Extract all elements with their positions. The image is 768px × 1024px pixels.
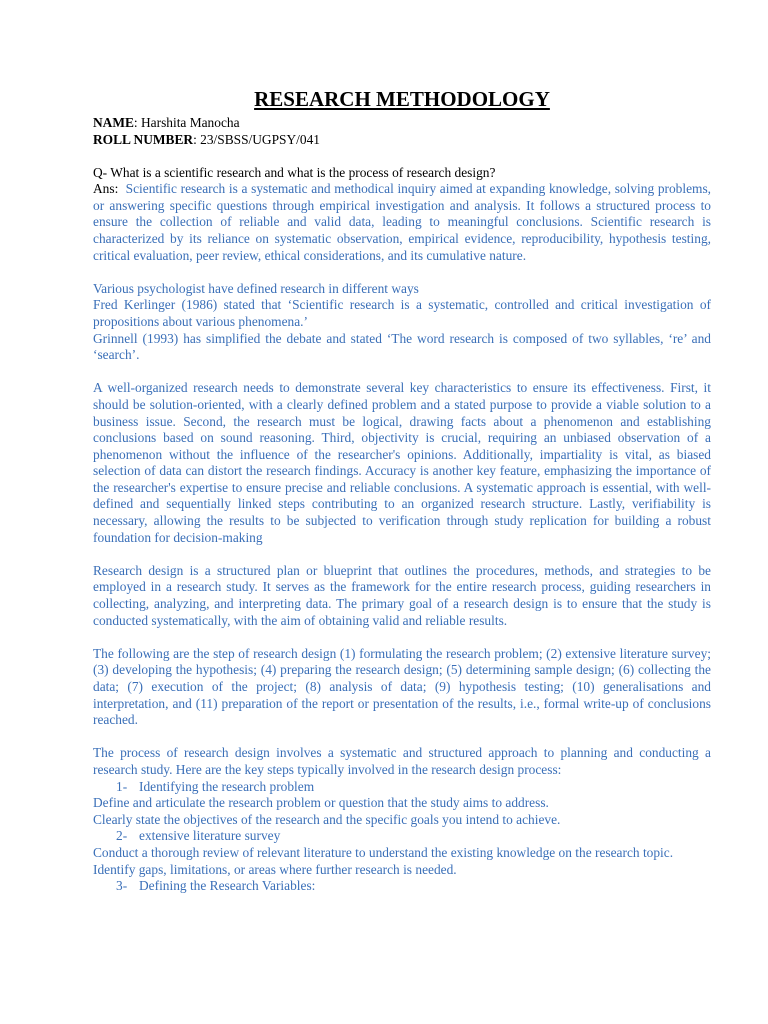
step-detail-line: Clearly state the objectives of the research and the specific goals you intend to achieve. — [93, 811, 561, 827]
question-text: Q- What is a scientific research and what is the process of research design? — [93, 164, 496, 180]
roll-number-label: ROLL NUMBER — [93, 132, 194, 147]
characteristics-paragraph: A well-organized research needs to demonstrate several key characteristics to ensure its effectiveness. First, it should be solution-oriented, with a clearly defined problem and a stated purpose to provide a viable solution to a business issue. Second, the research must be logical, drawing facts about a phenomenon and establishing conclusions based on sound reasoning. Third, objectivity is crucial, requiring an unbiased observation of a phenomenon without the influence of the researcher's opinions. Additionally, impartiality is vital, as biased selection of data can distort the research findings. Accuracy is another key feature, emphasizing the importance of the researcher's expertise to ensure precise and reliable conclusions. A systematic approach is essential, with well-defined and sequentially linked steps contributing to an organized research structure. Lastly, verifiability is necessary, allowing the results to be subjected to verification through study replication for building a robust foundation for decision-making — [93, 380, 711, 545]
step-heading — [93, 779, 711, 796]
kerlinger-definition: Fred Kerlinger (1986) stated that ‘Scientific research is a systematic, controlled and critical investigation of propositions about various phenomena.’ — [93, 297, 711, 329]
step-title: Identifying the research problem — [139, 778, 315, 794]
answer-text: Scientific research is a systematic and methodical inquiry aimed at expanding knowledge, solving problems, or answering specific questions through empirical investigation and analysis. It follows a structured process to ensure the collection of reliable and valid data, leading to meaningful conclusions. Scientific research is characterized by its reliance on systematic observation, empirical evidence, reproducibility, hypothesis testing, critical evaluation, peer review, ethical considerations, and its cumulative nature. — [93, 181, 712, 263]
name-line — [93, 114, 711, 131]
step-heading — [93, 828, 711, 845]
step-title: extensive literature survey — [139, 828, 281, 844]
step-title: Defining the Research Variables: — [139, 878, 316, 894]
roll-number-value: : 23/SBSS/UGPSY/041 — [193, 132, 320, 147]
name-label: NAME — [93, 115, 134, 130]
name-value: : Harshita Manocha — [133, 115, 240, 130]
answer-paragraph — [93, 181, 711, 264]
step-detail-line: Conduct a thorough review of relevant literature to understand the existing knowledge on the research topic. — [93, 844, 674, 860]
page-title: RESEARCH METHODOLOGY — [254, 87, 550, 111]
grinnell-definition: Grinnell (1993) has simplified the debate and stated ‘The word research is composed of two syllables, ‘re’ and ‘search’. — [93, 330, 711, 363]
steps-list-paragraph: The following are the step of research design (1) formulating the research problem; (2) extensive literature survey; (3) developing the hypothesis; (4) preparing the research design; (5) determining sample design; (6) collecting the data; (7) execution of the project; (8) analysis of data; (9) hypothesis testing; (10) generalisations and interpretation, and (11) preparation of the report or presentation of the results, i.e., formal write-up of conclusions reached. — [93, 645, 711, 728]
roll-number-line — [93, 131, 711, 148]
step-number: 3- — [116, 878, 128, 894]
step-detail-line: Identify gaps, limitations, or areas where further research is needed. — [93, 861, 457, 877]
step-number: 1- — [116, 778, 128, 794]
design-definition-paragraph: Research design is a structured plan or blueprint that outlines the procedures, methods, and strategies to be employed in a research study. It serves as the framework for the entire research process, guiding researchers in collecting, analyzing, and interpreting data. The primary goal of a research design is to ensure that the study is conducted systematically, with the aim of obtaining valid and reliable results. — [93, 562, 711, 628]
process-intro-paragraph: The process of research design involves a systematic and structured approach to planning and conducting a research study. Here are the key steps typically involved in the research design process: — [93, 745, 711, 777]
psychologist-intro: Various psychologist have defined research in different ways — [93, 280, 419, 296]
step-number: 2- — [116, 828, 128, 844]
step-heading — [93, 878, 711, 895]
answer-label: Ans: — [93, 181, 119, 197]
step-detail-line: Define and articulate the research problem or question that the study aims to address. — [93, 795, 549, 811]
